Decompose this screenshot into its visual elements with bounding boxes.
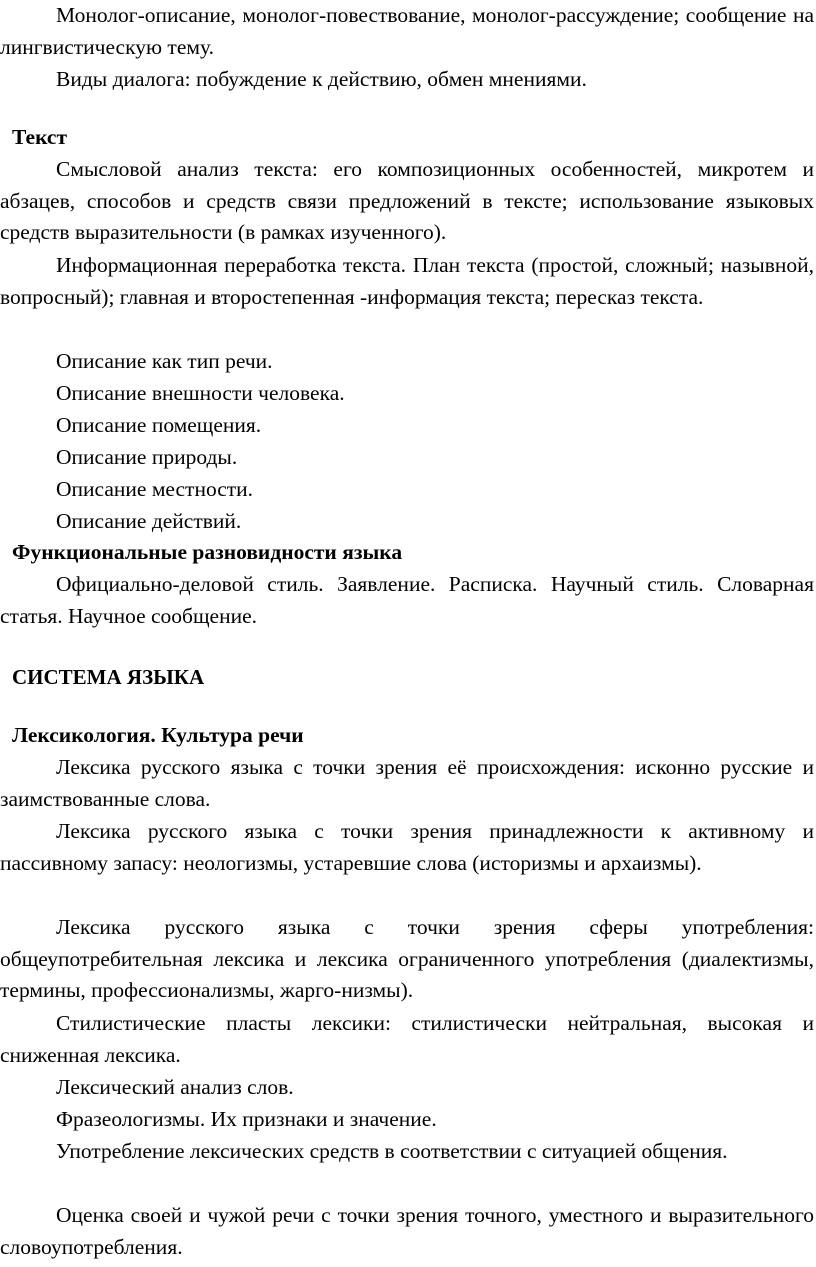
paragraph-stylistic-layers: Стилистические пласты лексики: стилистически нейтральная, высокая и сниженная лексика. xyxy=(0,1011,814,1067)
paragraph-description-appearance: Описание внешности человека. xyxy=(56,381,345,405)
paragraph-official-style: Официально-деловой стиль. Заявление. Расписка. Научный стиль. Словарная статья. Научное сообщение. xyxy=(0,572,814,628)
paragraph-lexis-origin: Лексика русского языка с точки зрения её происхождения: исконно русские и заимствованные слова. xyxy=(0,755,814,811)
paragraph-description-nature: Описание природы. xyxy=(56,445,238,469)
paragraph-monolog-types: Монолог-описание, монолог-повествование, монолог-рассуждение; сообщение на лингвистическую тему. xyxy=(0,3,814,59)
paragraph-text-processing: Информационная переработка текста. План текста (простой, сложный; назывной, вопросный); главная и второстепенная -информация текста; пересказ текста. xyxy=(0,253,814,309)
paragraph-lexical-analysis: Лексический анализ слов. xyxy=(56,1075,294,1099)
paragraph-text-analysis: Смысловой анализ текста: его композиционных особенностей, микротем и абзацев, способов и средств связи предложений в тексте; использование языковых средств выразительности (в рамках изученного). xyxy=(0,157,814,245)
heading-functional-varieties: Функциональные разновидности языка xyxy=(12,540,403,564)
paragraph-description-type: Описание как тип речи. xyxy=(56,349,273,373)
paragraph-speech-evaluation: Оценка своей и чужой речи с точки зрения точного, уместного и выразительного словоупотребления. xyxy=(0,1203,814,1259)
heading-text: Текст xyxy=(12,125,68,149)
paragraph-description-room: Описание помещения. xyxy=(56,413,262,437)
paragraph-dialog-types: Виды диалога: побуждение к действию, обмен мнениями. xyxy=(56,67,587,91)
heading-lexicology: Лексикология. Культура речи xyxy=(12,723,304,747)
paragraph-phraseologisms: Фразеологизмы. Их признаки и значение. xyxy=(56,1107,437,1131)
paragraph-lexis-usage-sphere: Лексика русского языка с точки зрения сферы употребления: общеупотребительная лексика и лексика ограниченного употребления (диалектизмы, термины, профессионализмы, жарго-низмы). xyxy=(0,915,814,1003)
paragraph-lexis-active-passive: Лексика русского языка с точки зрения принадлежности к активному и пассивному запасу: неологизмы, устаревшие слова (историзмы и архаизмы). xyxy=(0,819,814,875)
paragraph-description-actions: Описание действий. xyxy=(56,509,242,533)
heading-language-system: СИСТЕМА ЯЗЫКА xyxy=(12,665,205,689)
paragraph-description-area: Описание местности. xyxy=(56,477,254,501)
paragraph-lexical-means-usage: Употребление лексических средств в соответствии с ситуацией общения. xyxy=(56,1139,728,1163)
